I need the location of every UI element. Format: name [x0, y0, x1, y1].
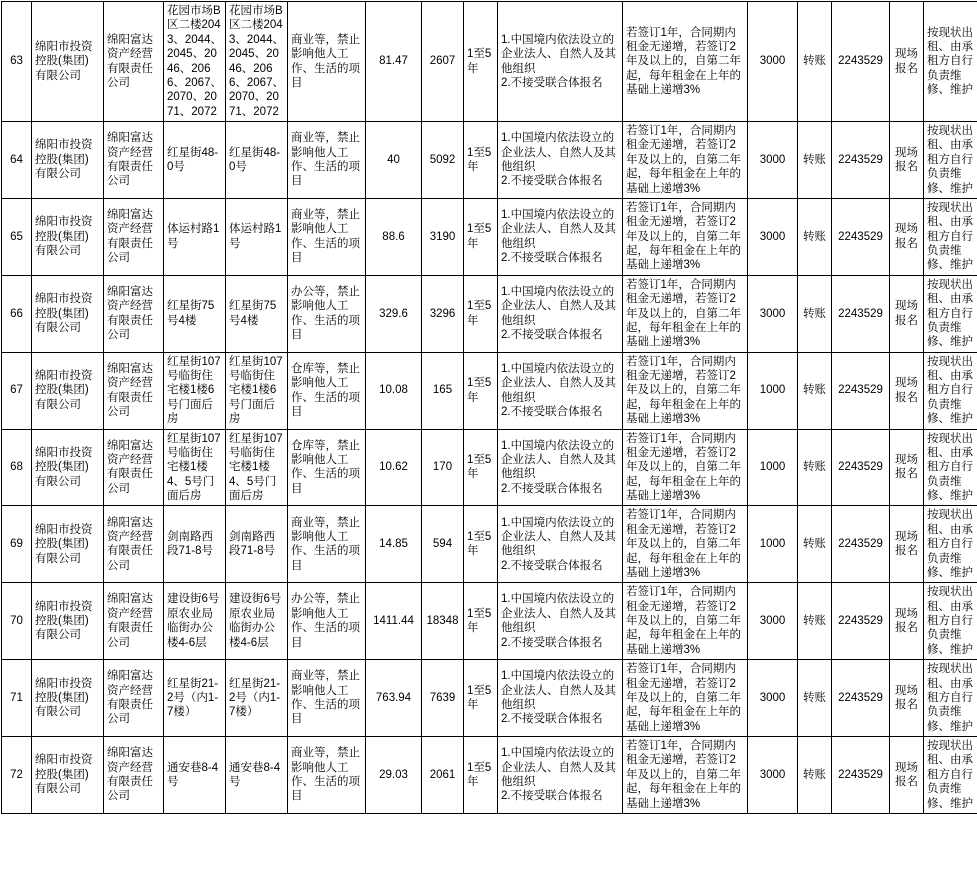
maintenance-responsibility-cell: 按现状出租、由承租方自行负责维修、维护 — [924, 737, 977, 814]
property-position-cell: 红星街107号临街住宅楼1楼6号门面后房 — [226, 352, 288, 429]
property-position-cell: 红星街107号临街住宅楼1楼4、5号门面后房 — [226, 429, 288, 506]
area-cell: 88.6 — [366, 198, 422, 275]
payment-method-cell: 转账 — [798, 198, 832, 275]
contact-phone-cell: 2243529 — [832, 583, 890, 660]
operating-unit-cell: 绵阳富达资产经营有限责任公司 — [104, 2, 164, 122]
property-location-cell: 花园市场B区二楼2043、2044、2045、2046、2066、2067、2070、2071、2072 — [164, 2, 226, 122]
payment-method-cell: 转账 — [798, 737, 832, 814]
bidder-condition-cell: 1.中国境内依法设立的企业法人、自然人及其他组织 2.不接受联合体报名 — [498, 737, 623, 814]
payment-method-cell: 转账 — [798, 2, 832, 122]
table-row — [2, 352, 977, 429]
area-cell: 10.08 — [366, 352, 422, 429]
starting-price-cell: 2061 — [422, 737, 464, 814]
table-row — [2, 122, 977, 199]
owner-cell: 绵阳市投资控股(集团)有限公司 — [32, 737, 104, 814]
starting-price-cell: 7639 — [422, 660, 464, 737]
owner-cell: 绵阳市投资控股(集团)有限公司 — [32, 275, 104, 352]
payment-method-cell: 转账 — [798, 660, 832, 737]
starting-price-cell: 594 — [422, 506, 464, 583]
area-cell: 29.03 — [366, 737, 422, 814]
signup-method-cell: 现场报名 — [890, 737, 924, 814]
rent-increase-cell: 若签订1年，合同期内租金无递增，若签订2年及以上的，自第二年起，每年租金在上年的基础上递增3% — [623, 275, 748, 352]
usage-cell: 商业等，禁止影响他人工作、生活的项目 — [288, 122, 366, 199]
contact-phone-cell: 2243529 — [832, 429, 890, 506]
usage-cell: 商业等，禁止影响他人工作、生活的项目 — [288, 198, 366, 275]
rent-increase-cell: 若签订1年，合同期内租金无递增，若签订2年及以上的，自第二年起，每年租金在上年的基础上递增3% — [623, 660, 748, 737]
lease-term-cell: 1至5年 — [464, 352, 498, 429]
row-index: 71 — [2, 660, 32, 737]
operating-unit-cell: 绵阳富达资产经营有限责任公司 — [104, 122, 164, 199]
operating-unit-cell: 绵阳富达资产经营有限责任公司 — [104, 275, 164, 352]
lease-term-cell: 1至5年 — [464, 275, 498, 352]
lease-term-cell: 1至5年 — [464, 429, 498, 506]
starting-price-cell: 3190 — [422, 198, 464, 275]
rent-increase-cell: 若签订1年，合同期内租金无递增，若签订2年及以上的，自第二年起，每年租金在上年的基础上递增3% — [623, 737, 748, 814]
bidder-condition-cell: 1.中国境内依法设立的企业法人、自然人及其他组织 2.不接受联合体报名 — [498, 122, 623, 199]
table-row — [2, 506, 977, 583]
area-cell: 329.6 — [366, 275, 422, 352]
property-location-cell: 红星街75号4楼 — [164, 275, 226, 352]
usage-cell: 商业等，禁止影响他人工作、生活的项目 — [288, 737, 366, 814]
property-location-cell: 剑南路西段71-8号 — [164, 506, 226, 583]
area-cell: 14.85 — [366, 506, 422, 583]
maintenance-responsibility-cell: 按现状出租、由承租方自行负责维修、维护 — [924, 352, 977, 429]
row-index: 65 — [2, 198, 32, 275]
property-location-cell: 红星街21-2号（内1-7楼） — [164, 660, 226, 737]
signup-method-cell: 现场报名 — [890, 583, 924, 660]
row-index: 66 — [2, 275, 32, 352]
lease-table — [1, 1, 977, 814]
table-row — [2, 737, 977, 814]
operating-unit-cell: 绵阳富达资产经营有限责任公司 — [104, 352, 164, 429]
starting-price-cell: 170 — [422, 429, 464, 506]
signup-method-cell: 现场报名 — [890, 660, 924, 737]
contact-phone-cell: 2243529 — [832, 506, 890, 583]
rent-increase-cell: 若签订1年，合同期内租金无递增，若签订2年及以上的，自第二年起，每年租金在上年的基础上递增3% — [623, 352, 748, 429]
table-row — [2, 275, 977, 352]
payment-method-cell: 转账 — [798, 506, 832, 583]
contact-phone-cell: 2243529 — [832, 275, 890, 352]
starting-price-cell: 165 — [422, 352, 464, 429]
operating-unit-cell: 绵阳富达资产经营有限责任公司 — [104, 198, 164, 275]
rent-increase-cell: 若签订1年，合同期内租金无递增，若签订2年及以上的，自第二年起，每年租金在上年的基础上递增3% — [623, 198, 748, 275]
lease-term-cell: 1至5年 — [464, 660, 498, 737]
deposit-cell: 3000 — [748, 198, 798, 275]
row-index: 63 — [2, 2, 32, 122]
starting-price-cell: 5092 — [422, 122, 464, 199]
operating-unit-cell: 绵阳富达资产经营有限责任公司 — [104, 429, 164, 506]
deposit-cell: 3000 — [748, 583, 798, 660]
operating-unit-cell: 绵阳富达资产经营有限责任公司 — [104, 506, 164, 583]
bidder-condition-cell: 1.中国境内依法设立的企业法人、自然人及其他组织 2.不接受联合体报名 — [498, 429, 623, 506]
signup-method-cell: 现场报名 — [890, 506, 924, 583]
owner-cell: 绵阳市投资控股(集团)有限公司 — [32, 506, 104, 583]
signup-method-cell: 现场报名 — [890, 352, 924, 429]
usage-cell: 仓库等，禁止影响他人工作、生活的项目 — [288, 429, 366, 506]
property-position-cell: 红星街21-2号（内1-7楼） — [226, 660, 288, 737]
bidder-condition-cell: 1.中国境内依法设立的企业法人、自然人及其他组织 2.不接受联合体报名 — [498, 275, 623, 352]
bidder-condition-cell: 1.中国境内依法设立的企业法人、自然人及其他组织 2.不接受联合体报名 — [498, 198, 623, 275]
payment-method-cell: 转账 — [798, 275, 832, 352]
usage-cell: 仓库等，禁止影响他人工作、生活的项目 — [288, 352, 366, 429]
row-index: 69 — [2, 506, 32, 583]
owner-cell: 绵阳市投资控股(集团)有限公司 — [32, 660, 104, 737]
maintenance-responsibility-cell: 按现状出租、由承租方自行负责维修、维护 — [924, 275, 977, 352]
starting-price-cell: 18348 — [422, 583, 464, 660]
table-row — [2, 429, 977, 506]
table-row — [2, 2, 977, 122]
payment-method-cell: 转账 — [798, 583, 832, 660]
lease-term-cell: 1至5年 — [464, 198, 498, 275]
lease-term-cell: 1至5年 — [464, 583, 498, 660]
row-index: 72 — [2, 737, 32, 814]
starting-price-cell: 3296 — [422, 275, 464, 352]
property-location-cell: 红星街48-0号 — [164, 122, 226, 199]
signup-method-cell: 现场报名 — [890, 2, 924, 122]
contact-phone-cell: 2243529 — [832, 352, 890, 429]
property-location-cell: 通安巷8-4号 — [164, 737, 226, 814]
contact-phone-cell: 2243529 — [832, 737, 890, 814]
usage-cell: 商业等，禁止影响他人工作、生活的项目 — [288, 660, 366, 737]
usage-cell: 办公等，禁止影响他人工作、生活的项目 — [288, 583, 366, 660]
maintenance-responsibility-cell: 按现状出租、由承租方自行负责维修、维护 — [924, 583, 977, 660]
table-row — [2, 583, 977, 660]
contact-phone-cell: 2243529 — [832, 198, 890, 275]
row-index: 67 — [2, 352, 32, 429]
contact-phone-cell: 2243529 — [832, 2, 890, 122]
maintenance-responsibility-cell: 按现状出租、由承租方自行负责维修、维护 — [924, 198, 977, 275]
property-location-cell: 建设街6号原农业局临街办公楼4-6层 — [164, 583, 226, 660]
deposit-cell: 3000 — [748, 2, 798, 122]
bidder-condition-cell: 1.中国境内依法设立的企业法人、自然人及其他组织 2.不接受联合体报名 — [498, 583, 623, 660]
property-position-cell: 花园市场B区二楼2043、2044、2045、2046、2066、2067、2070、2071、2072 — [226, 2, 288, 122]
area-cell: 81.47 — [366, 2, 422, 122]
property-location-cell: 红星街107号临街住宅楼1楼4、5号门面后房 — [164, 429, 226, 506]
owner-cell: 绵阳市投资控股(集团)有限公司 — [32, 583, 104, 660]
usage-cell: 商业等，禁止影响他人工作、生活的项目 — [288, 2, 366, 122]
maintenance-responsibility-cell: 按现状出租、由承租方自行负责维修、维护 — [924, 2, 977, 122]
bidder-condition-cell: 1.中国境内依法设立的企业法人、自然人及其他组织 2.不接受联合体报名 — [498, 2, 623, 122]
rent-increase-cell: 若签订1年，合同期内租金无递增，若签订2年及以上的，自第二年起，每年租金在上年的基础上递增3% — [623, 429, 748, 506]
row-index: 64 — [2, 122, 32, 199]
rent-increase-cell: 若签订1年，合同期内租金无递增，若签订2年及以上的，自第二年起，每年租金在上年的基础上递增3% — [623, 506, 748, 583]
property-location-cell: 红星街107号临街住宅楼1楼6号门面后房 — [164, 352, 226, 429]
owner-cell: 绵阳市投资控股(集团)有限公司 — [32, 122, 104, 199]
bidder-condition-cell: 1.中国境内依法设立的企业法人、自然人及其他组织 2.不接受联合体报名 — [498, 506, 623, 583]
lease-listing-sheet — [0, 1, 977, 814]
signup-method-cell: 现场报名 — [890, 429, 924, 506]
property-location-cell: 体运村路1号 — [164, 198, 226, 275]
operating-unit-cell: 绵阳富达资产经营有限责任公司 — [104, 583, 164, 660]
property-position-cell: 通安巷8-4号 — [226, 737, 288, 814]
starting-price-cell: 2607 — [422, 2, 464, 122]
bidder-condition-cell: 1.中国境内依法设立的企业法人、自然人及其他组织 2.不接受联合体报名 — [498, 660, 623, 737]
contact-phone-cell: 2243529 — [832, 122, 890, 199]
owner-cell: 绵阳市投资控股(集团)有限公司 — [32, 198, 104, 275]
deposit-cell: 1000 — [748, 506, 798, 583]
lease-term-cell: 1至5年 — [464, 2, 498, 122]
lease-term-cell: 1至5年 — [464, 506, 498, 583]
area-cell: 40 — [366, 122, 422, 199]
signup-method-cell: 现场报名 — [890, 198, 924, 275]
usage-cell: 商业等，禁止影响他人工作、生活的项目 — [288, 506, 366, 583]
rent-increase-cell: 若签订1年，合同期内租金无递增，若签订2年及以上的，自第二年起，每年租金在上年的基础上递增3% — [623, 2, 748, 122]
property-position-cell: 剑南路西段71-8号 — [226, 506, 288, 583]
table-row — [2, 198, 977, 275]
deposit-cell: 1000 — [748, 352, 798, 429]
table-row — [2, 660, 977, 737]
area-cell: 1411.44 — [366, 583, 422, 660]
maintenance-responsibility-cell: 按现状出租、由承租方自行负责维修、维护 — [924, 429, 977, 506]
payment-method-cell: 转账 — [798, 429, 832, 506]
operating-unit-cell: 绵阳富达资产经营有限责任公司 — [104, 737, 164, 814]
property-position-cell: 红星街48-0号 — [226, 122, 288, 199]
owner-cell: 绵阳市投资控股(集团)有限公司 — [32, 429, 104, 506]
rent-increase-cell: 若签订1年，合同期内租金无递增，若签订2年及以上的，自第二年起，每年租金在上年的基础上递增3% — [623, 583, 748, 660]
property-position-cell: 红星街75号4楼 — [226, 275, 288, 352]
payment-method-cell: 转账 — [798, 122, 832, 199]
property-position-cell: 体运村路1号 — [226, 198, 288, 275]
signup-method-cell: 现场报名 — [890, 275, 924, 352]
owner-cell: 绵阳市投资控股(集团)有限公司 — [32, 352, 104, 429]
deposit-cell: 3000 — [748, 660, 798, 737]
payment-method-cell: 转账 — [798, 352, 832, 429]
signup-method-cell: 现场报名 — [890, 122, 924, 199]
row-index: 70 — [2, 583, 32, 660]
bidder-condition-cell: 1.中国境内依法设立的企业法人、自然人及其他组织 2.不接受联合体报名 — [498, 352, 623, 429]
lease-term-cell: 1至5年 — [464, 122, 498, 199]
lease-term-cell: 1至5年 — [464, 737, 498, 814]
property-position-cell: 建设街6号原农业局临街办公楼4-6层 — [226, 583, 288, 660]
deposit-cell: 1000 — [748, 429, 798, 506]
contact-phone-cell: 2243529 — [832, 660, 890, 737]
area-cell: 10.62 — [366, 429, 422, 506]
deposit-cell: 3000 — [748, 275, 798, 352]
maintenance-responsibility-cell: 按现状出租、由承租方自行负责维修、维护 — [924, 660, 977, 737]
deposit-cell: 3000 — [748, 122, 798, 199]
operating-unit-cell: 绵阳富达资产经营有限责任公司 — [104, 660, 164, 737]
owner-cell: 绵阳市投资控股(集团)有限公司 — [32, 2, 104, 122]
row-index: 68 — [2, 429, 32, 506]
rent-increase-cell: 若签订1年，合同期内租金无递增，若签订2年及以上的，自第二年起，每年租金在上年的基础上递增3% — [623, 122, 748, 199]
area-cell: 763.94 — [366, 660, 422, 737]
maintenance-responsibility-cell: 按现状出租、由承租方自行负责维修、维护 — [924, 122, 977, 199]
usage-cell: 办公等，禁止影响他人工作、生活的项目 — [288, 275, 366, 352]
maintenance-responsibility-cell: 按现状出租、由承租方自行负责维修、维护 — [924, 506, 977, 583]
deposit-cell: 3000 — [748, 737, 798, 814]
lease-table-body — [2, 2, 977, 814]
